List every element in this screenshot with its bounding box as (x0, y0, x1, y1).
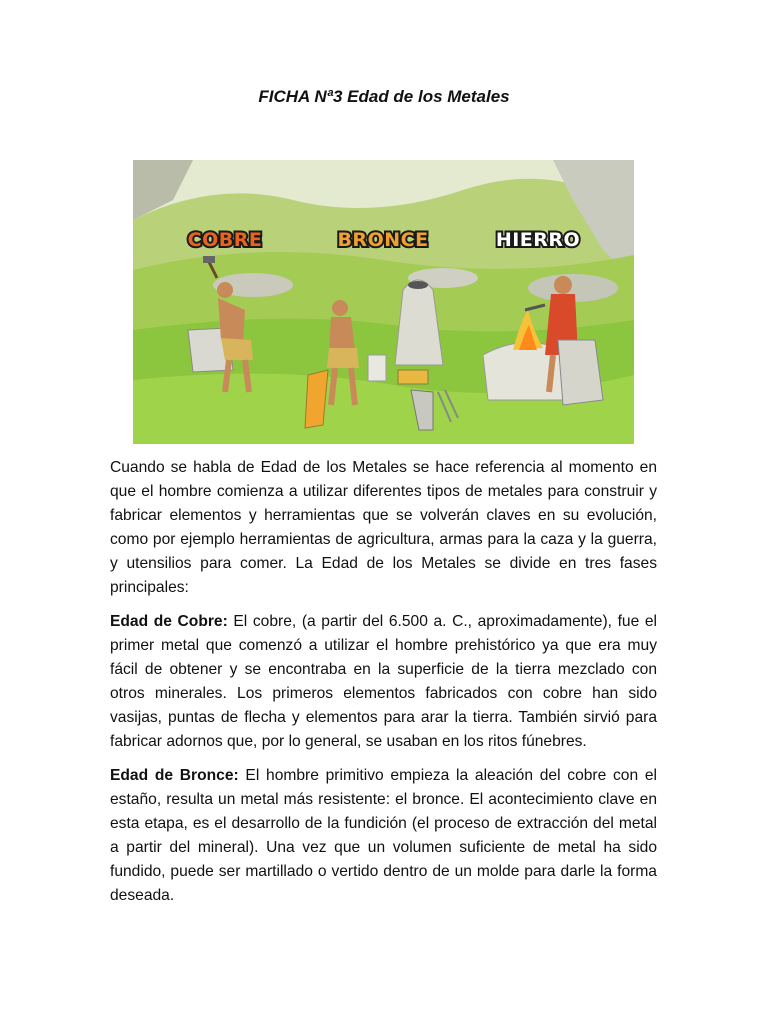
copper-paragraph (110, 610, 657, 754)
copper-label: COBRE (187, 229, 263, 251)
metal-ages-illustration (133, 160, 634, 444)
bronze-paragraph (110, 764, 657, 908)
bronze-text: El hombre primitivo empieza la aleación del cobre con el estaño, resulta un metal más resistente: el bronce. El acontecimiento clave en esta etapa, es el desarrollo de la fundición (el proceso de extracción del metal a partir del mineral). Una vez que un volumen suficiente de metal ha sido fundido, puede ser martillado o vertido dentro de un molde para darle la forma deseada. (110, 767, 658, 904)
bronze-label: BRONCE (337, 229, 429, 251)
page-title: FICHA Nª3 Edad de los Metales (258, 87, 510, 106)
copper-heading: Edad de Cobre: (110, 613, 228, 630)
bronze-heading: Edad de Bronce: (110, 767, 239, 784)
copper-text: El cobre, (a partir del 6.500 a. C., aproximadamente), fue el primer metal que comenzó a utilizar el hombre prehistórico ya que era muy fácil de obtener y se encontraba en la superficie de la tierra mezclado con otros minerales. Los primeros elementos fabricados con cobre han sido vasijas, puntas de flecha y elementos para arar la tierra. También sirvió para fabricar adornos que, por lo general, se usaban en los ritos fúnebres. (110, 613, 658, 750)
iron-label: HIERRO (495, 229, 581, 251)
body-text (110, 456, 657, 918)
intro-paragraph: Cuando se habla de Edad de los Metales se hace referencia al momento en que el hombre comienza a utilizar diferentes tipos de metales para construir y fabricar elementos y herramientas que se volverán claves en su evolución, como por ejemplo herramientas de agricultura, armas para la caza y la guerra, y utensilios para comer. La Edad de los Metales se divide en tres fases principales: (110, 459, 657, 596)
